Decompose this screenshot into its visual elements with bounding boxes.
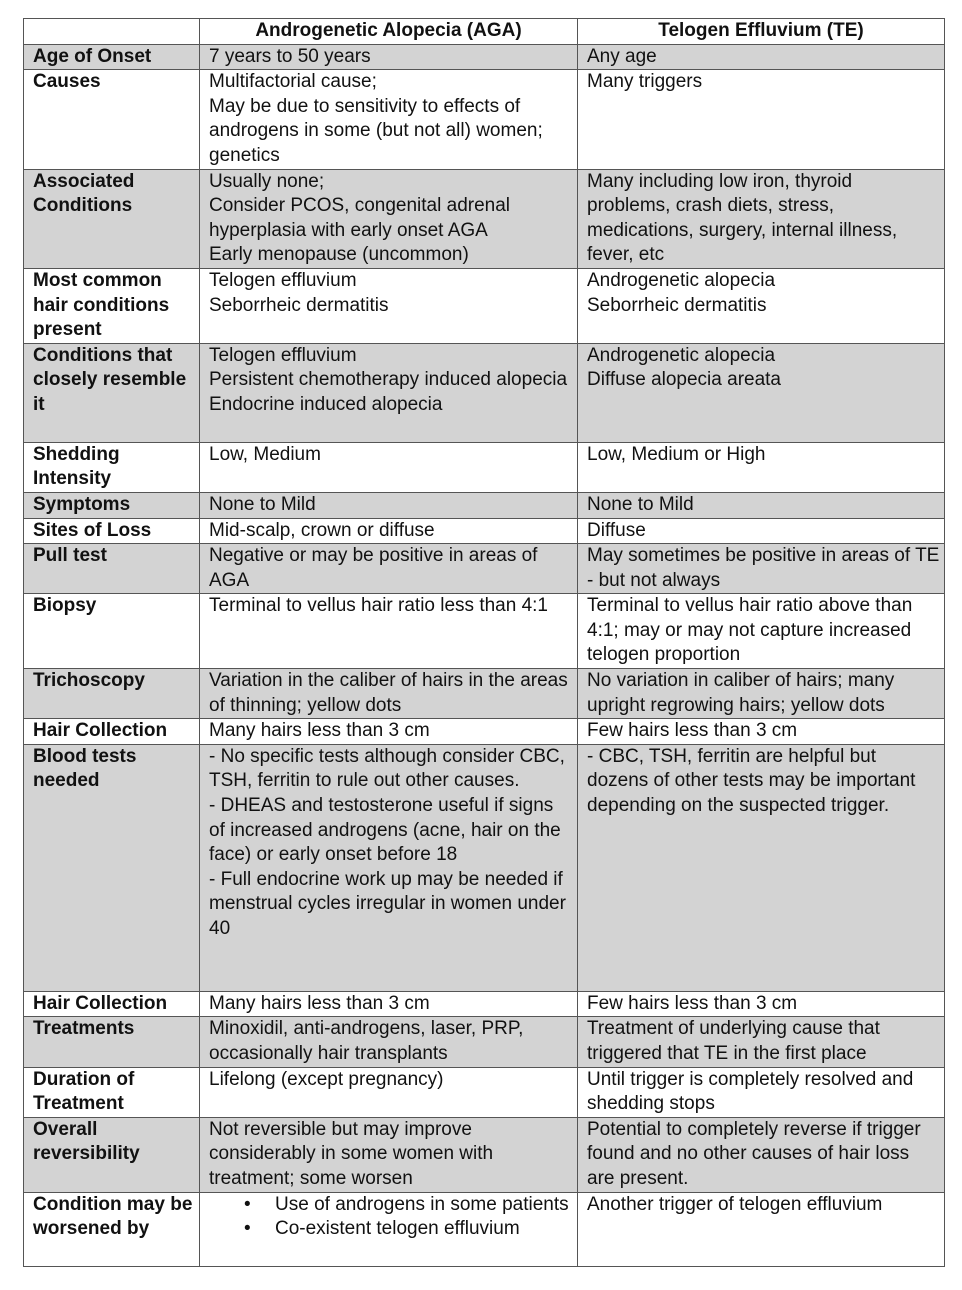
cell-line: Diffuse alopecia areata bbox=[587, 369, 781, 391]
aga-cell bbox=[200, 268, 578, 343]
te-cell bbox=[578, 744, 945, 991]
aga-cell bbox=[200, 594, 578, 669]
aga-cell bbox=[200, 991, 578, 1017]
aga-cell bbox=[200, 442, 578, 492]
te-cell bbox=[578, 1117, 945, 1192]
cell-line: Terminal to vellus hair ratio above than 4:1; may or may not capture increased telogen proportion bbox=[587, 595, 913, 666]
table-row bbox=[24, 70, 945, 169]
table-row bbox=[24, 669, 945, 719]
row-label: Hair Collection bbox=[24, 719, 200, 745]
cell-line: Usually none; bbox=[209, 170, 325, 192]
bullet-list bbox=[209, 1193, 573, 1242]
cell-line: None to Mild bbox=[209, 493, 316, 515]
cell-line: Variation in the caliber of hairs in the areas of thinning; yellow dots bbox=[209, 670, 568, 716]
cell-line: Until trigger is completely resolved and shedding stops bbox=[587, 1068, 914, 1115]
cell-line: Few hairs less than 3 cm bbox=[587, 992, 798, 1014]
cell-line: Many hairs less than 3 cm bbox=[209, 992, 430, 1014]
te-cell bbox=[578, 544, 945, 594]
table-row bbox=[24, 1017, 945, 1067]
te-cell bbox=[578, 669, 945, 719]
row-label: Treatments bbox=[24, 1017, 200, 1067]
te-cell bbox=[578, 343, 945, 442]
aga-cell bbox=[200, 492, 578, 518]
row-label: Conditions that closely resemble it bbox=[24, 343, 200, 442]
cell-line: Seborrheic dermatitis bbox=[587, 294, 767, 316]
cell-line: - CBC, TSH, ferritin are helpful but dozens of other tests may be important depending on the suspected trigger. bbox=[587, 745, 916, 817]
te-cell bbox=[578, 719, 945, 745]
comparison-table bbox=[23, 18, 945, 1267]
aga-cell bbox=[200, 518, 578, 544]
bullet-item: • Co-existent telogen effluvium bbox=[275, 1217, 573, 1242]
table-row bbox=[24, 544, 945, 594]
row-label: Shedding Intensity bbox=[24, 442, 200, 492]
table-row bbox=[24, 169, 945, 268]
cell-line: Telogen effluvium bbox=[209, 269, 357, 291]
table-row bbox=[24, 492, 945, 518]
cell-line: Low, Medium bbox=[209, 443, 321, 465]
cell-line: Many triggers bbox=[587, 71, 703, 93]
te-cell bbox=[578, 70, 945, 169]
cell-line: May be due to sensitivity to effects of androgens in some (but not all) women; genetics bbox=[209, 95, 543, 166]
cell-line: Multifactorial cause; bbox=[209, 71, 377, 93]
aga-cell bbox=[200, 343, 578, 442]
row-label: Pull test bbox=[24, 544, 200, 594]
aga-cell bbox=[200, 1117, 578, 1192]
table-row bbox=[24, 719, 945, 745]
cell-line: Androgenetic alopecia bbox=[587, 344, 776, 366]
cell-line: Terminal to vellus hair ratio less than 4:1 bbox=[209, 595, 548, 617]
table-row bbox=[24, 518, 945, 544]
cell-line: - DHEAS and testosterone useful if signs of increased androgens (acne, hair on the face) or early onset before 18 bbox=[209, 795, 561, 866]
table-row bbox=[24, 1192, 945, 1266]
aga-cell bbox=[200, 70, 578, 169]
cell-line: Mid-scalp, crown or diffuse bbox=[209, 519, 435, 541]
row-label: Biopsy bbox=[24, 594, 200, 669]
cell-line: Endocrine induced alopecia bbox=[209, 393, 443, 415]
row-label: Trichoscopy bbox=[24, 669, 200, 719]
cell-line: Persistent chemotherapy induced alopecia bbox=[209, 369, 568, 391]
table-row bbox=[24, 343, 945, 442]
te-cell bbox=[578, 169, 945, 268]
table-row bbox=[24, 1117, 945, 1192]
cell-line: Early menopause (uncommon) bbox=[209, 244, 469, 266]
cell-line: Any age bbox=[587, 45, 657, 67]
cell-line: Minoxidil, anti-androgens, laser, PRP, occasionally hair transplants bbox=[209, 1018, 524, 1065]
te-cell bbox=[578, 44, 945, 70]
cell-line: - No specific tests although consider CBC, TSH, ferritin to rule out other causes. bbox=[209, 745, 565, 792]
cell-line: Treatment of underlying cause that triggered that TE in the first place bbox=[587, 1018, 880, 1065]
header-aga: Androgenetic Alopecia (AGA) bbox=[200, 19, 578, 45]
aga-cell bbox=[200, 719, 578, 745]
table-row bbox=[24, 594, 945, 669]
te-cell bbox=[578, 1067, 945, 1117]
aga-cell bbox=[200, 1017, 578, 1067]
te-cell bbox=[578, 1017, 945, 1067]
cell-line: Low, Medium or High bbox=[587, 443, 766, 465]
cell-line: May sometimes be positive in areas of TE - but not always bbox=[587, 545, 940, 591]
row-label: Sites of Loss bbox=[24, 518, 200, 544]
row-label: Duration of Treatment bbox=[24, 1067, 200, 1117]
cell-line: None to Mild bbox=[587, 493, 694, 515]
cell-line: Androgenetic alopecia bbox=[587, 269, 776, 291]
te-cell bbox=[578, 268, 945, 343]
cell-line: 7 years to 50 years bbox=[209, 45, 371, 67]
aga-cell bbox=[200, 1067, 578, 1117]
cell-line: Negative or may be positive in areas of AGA bbox=[209, 545, 538, 591]
table-row bbox=[24, 744, 945, 991]
cell-line: Diffuse bbox=[587, 519, 646, 541]
aga-cell bbox=[200, 669, 578, 719]
row-label: Most common hair conditions present bbox=[24, 268, 200, 343]
cell-line: Few hairs less than 3 cm bbox=[587, 720, 798, 742]
table-row bbox=[24, 991, 945, 1017]
row-label: Condition may be worsened by bbox=[24, 1192, 200, 1266]
table-row bbox=[24, 44, 945, 70]
row-label: Hair Collection bbox=[24, 991, 200, 1017]
te-cell bbox=[578, 442, 945, 492]
row-label: Age of Onset bbox=[24, 44, 200, 70]
aga-cell bbox=[200, 1192, 578, 1266]
cell-line: Seborrheic dermatitis bbox=[209, 294, 389, 316]
header-row bbox=[24, 19, 945, 45]
cell-line: Lifelong (except pregnancy) bbox=[209, 1068, 444, 1090]
row-label: Blood tests needed bbox=[24, 744, 200, 991]
te-cell bbox=[578, 991, 945, 1017]
row-label: Causes bbox=[24, 70, 200, 169]
te-cell bbox=[578, 594, 945, 669]
row-label: Associated Conditions bbox=[24, 169, 200, 268]
table-row bbox=[24, 442, 945, 492]
table-row bbox=[24, 268, 945, 343]
cell-line: No variation in caliber of hairs; many upright regrowing hairs; yellow dots bbox=[587, 670, 895, 716]
header-te: Telogen Effluvium (TE) bbox=[578, 19, 945, 45]
cell-line: Telogen effluvium bbox=[209, 344, 357, 366]
aga-cell bbox=[200, 544, 578, 594]
bullet-item: • Use of androgens in some patients bbox=[275, 1193, 573, 1218]
row-label: Overall reversibility bbox=[24, 1117, 200, 1192]
te-cell bbox=[578, 518, 945, 544]
header-corner bbox=[24, 19, 200, 45]
cell-line: Potential to completely reverse if trigger found and no other causes of hair loss are present. bbox=[587, 1118, 921, 1189]
cell-line: - Full endocrine work up may be needed if menstrual cycles irregular in women under 40 bbox=[209, 868, 566, 939]
cell-line: Not reversible but may improve considerably in some women with treatment; some worsen bbox=[209, 1118, 494, 1189]
cell-line: Many including low iron, thyroid problems, crash diets, stress, medications, surgery, internal illness, fever, etc bbox=[587, 170, 898, 266]
aga-cell bbox=[200, 169, 578, 268]
te-cell bbox=[578, 492, 945, 518]
table-row bbox=[24, 1067, 945, 1117]
cell-line: Many hairs less than 3 cm bbox=[209, 720, 430, 742]
cell-line: Consider PCOS, congenital adrenal hyperplasia with early onset AGA bbox=[209, 195, 511, 241]
te-cell bbox=[578, 1192, 945, 1266]
aga-cell bbox=[200, 744, 578, 991]
aga-cell bbox=[200, 44, 578, 70]
cell-line: Another trigger of telogen effluvium bbox=[587, 1193, 883, 1215]
row-label: Symptoms bbox=[24, 492, 200, 518]
